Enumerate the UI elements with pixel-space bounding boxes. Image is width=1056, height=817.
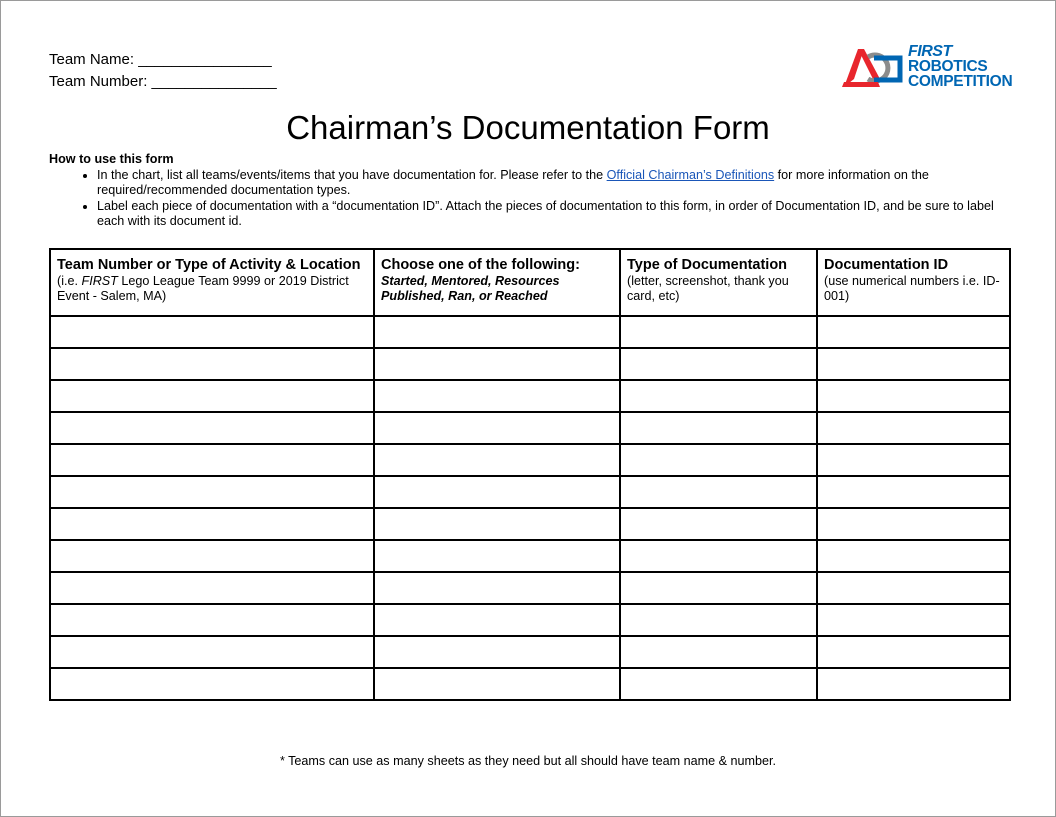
documentation-table [49, 248, 1011, 701]
instructions-list [49, 168, 1009, 230]
table-cell[interactable] [374, 476, 620, 508]
table-cell[interactable] [620, 348, 817, 380]
table-row [50, 636, 1010, 668]
table-row [50, 412, 1010, 444]
table-header-row [50, 249, 1010, 316]
table-cell[interactable] [620, 636, 817, 668]
table-row [50, 444, 1010, 476]
team-number-label: Team Number: [49, 73, 148, 90]
team-name-line[interactable]: ________________ [138, 51, 272, 68]
table-cell[interactable] [817, 668, 1010, 700]
instruction-1-pre: In the chart, list all teams/events/items that you have documentation for. Please refer to the [97, 167, 607, 182]
table-cell[interactable] [620, 604, 817, 636]
table-row [50, 380, 1010, 412]
table-cell[interactable] [620, 316, 817, 348]
table-cell[interactable] [817, 444, 1010, 476]
table-cell[interactable] [817, 508, 1010, 540]
table-cell[interactable] [50, 476, 374, 508]
table-cell[interactable] [374, 604, 620, 636]
table-row [50, 476, 1010, 508]
table-cell[interactable] [374, 668, 620, 700]
column-header-type [620, 249, 817, 316]
logo-text [908, 44, 1012, 89]
column-header-type-sub: (letter, screenshot, thank you card, etc) [627, 274, 789, 304]
table-row [50, 668, 1010, 700]
table-cell[interactable] [620, 476, 817, 508]
column-header-type-title: Type of Documentation [627, 257, 788, 273]
instruction-item: • Label each piece of documentation with a “documentation ID”. Attach the pieces of documentation to this form, in order of Documentation ID, and be sure to label each with its document id. [97, 199, 1009, 230]
table-cell[interactable] [374, 348, 620, 380]
table-row [50, 348, 1010, 380]
table-body [50, 316, 1010, 700]
team-name-label: Team Name: [49, 51, 135, 68]
table-cell[interactable] [817, 316, 1010, 348]
table-row [50, 316, 1010, 348]
instructions [49, 152, 1009, 230]
table-cell[interactable] [817, 380, 1010, 412]
table-cell[interactable] [817, 604, 1010, 636]
table-cell[interactable] [50, 380, 374, 412]
page-title: Chairman’s Documentation Form [286, 109, 770, 146]
table-row [50, 604, 1010, 636]
column-header-activity-title: Team Number or Type of Activity & Location [57, 257, 361, 273]
table-cell[interactable] [50, 412, 374, 444]
column-header-activity-sub-italic: FIRST [81, 274, 118, 288]
footnote: * Teams can use as many sheets as they need but all should have team name & number. [279, 754, 777, 768]
table-cell[interactable] [817, 476, 1010, 508]
first-logo-icon [840, 45, 906, 91]
table-cell[interactable] [50, 604, 374, 636]
table-cell[interactable] [50, 668, 374, 700]
table-cell[interactable] [50, 572, 374, 604]
logo-robotics: ROBOTICS [908, 58, 988, 75]
table-cell[interactable] [620, 444, 817, 476]
instructions-heading: How to use this form [49, 152, 174, 166]
table-cell[interactable] [374, 540, 620, 572]
table-cell[interactable] [374, 508, 620, 540]
team-number-row [49, 71, 277, 93]
column-header-choose-title: Choose one of the following: [381, 257, 580, 273]
column-header-id-sub: (use numerical numbers i.e. ID-001) [824, 274, 1000, 304]
table-cell[interactable] [817, 348, 1010, 380]
first-robotics-logo [840, 44, 1020, 92]
table-cell[interactable] [50, 348, 374, 380]
table-cell[interactable] [817, 540, 1010, 572]
table-cell[interactable] [374, 636, 620, 668]
logo-first: FIRST [908, 43, 952, 60]
table-cell[interactable] [374, 444, 620, 476]
team-fields [49, 49, 277, 93]
team-name-row [49, 49, 277, 71]
table-cell[interactable] [374, 572, 620, 604]
table-cell[interactable] [817, 412, 1010, 444]
table-cell[interactable] [50, 316, 374, 348]
table-row [50, 572, 1010, 604]
table-cell[interactable] [374, 316, 620, 348]
table-cell[interactable] [620, 412, 817, 444]
table-cell[interactable] [50, 444, 374, 476]
column-header-id [817, 249, 1010, 316]
table-row [50, 540, 1010, 572]
column-header-activity-sub-post: Lego League Team 9999 or 2019 District Event - Salem, MA) [57, 274, 349, 304]
table-cell[interactable] [50, 540, 374, 572]
instruction-1-post: for more information on the required/recommended documentation types. [97, 167, 929, 198]
column-header-choose [374, 249, 620, 316]
table-cell[interactable] [620, 380, 817, 412]
table-cell[interactable] [50, 636, 374, 668]
column-header-activity-sub-pre: (i.e. [57, 274, 82, 288]
table-cell[interactable] [817, 572, 1010, 604]
instruction-item [97, 168, 1009, 199]
table-cell[interactable] [620, 572, 817, 604]
table-cell[interactable] [374, 380, 620, 412]
team-number-line[interactable]: _______________ [151, 73, 277, 90]
table-cell[interactable] [374, 412, 620, 444]
table-cell[interactable] [620, 668, 817, 700]
table-row [50, 508, 1010, 540]
table-cell[interactable] [817, 636, 1010, 668]
column-header-choose-sub: Started, Mentored, Resources Published, Ran, or Reached [381, 274, 560, 304]
table-cell[interactable] [50, 508, 374, 540]
official-definitions-link[interactable]: Official Chairman’s Definitions [606, 167, 775, 182]
column-header-activity [50, 249, 374, 316]
table-cell[interactable] [620, 540, 817, 572]
table-cell[interactable] [620, 508, 817, 540]
column-header-id-title: Documentation ID [824, 257, 949, 273]
logo-competition: COMPETITION [908, 73, 1013, 90]
